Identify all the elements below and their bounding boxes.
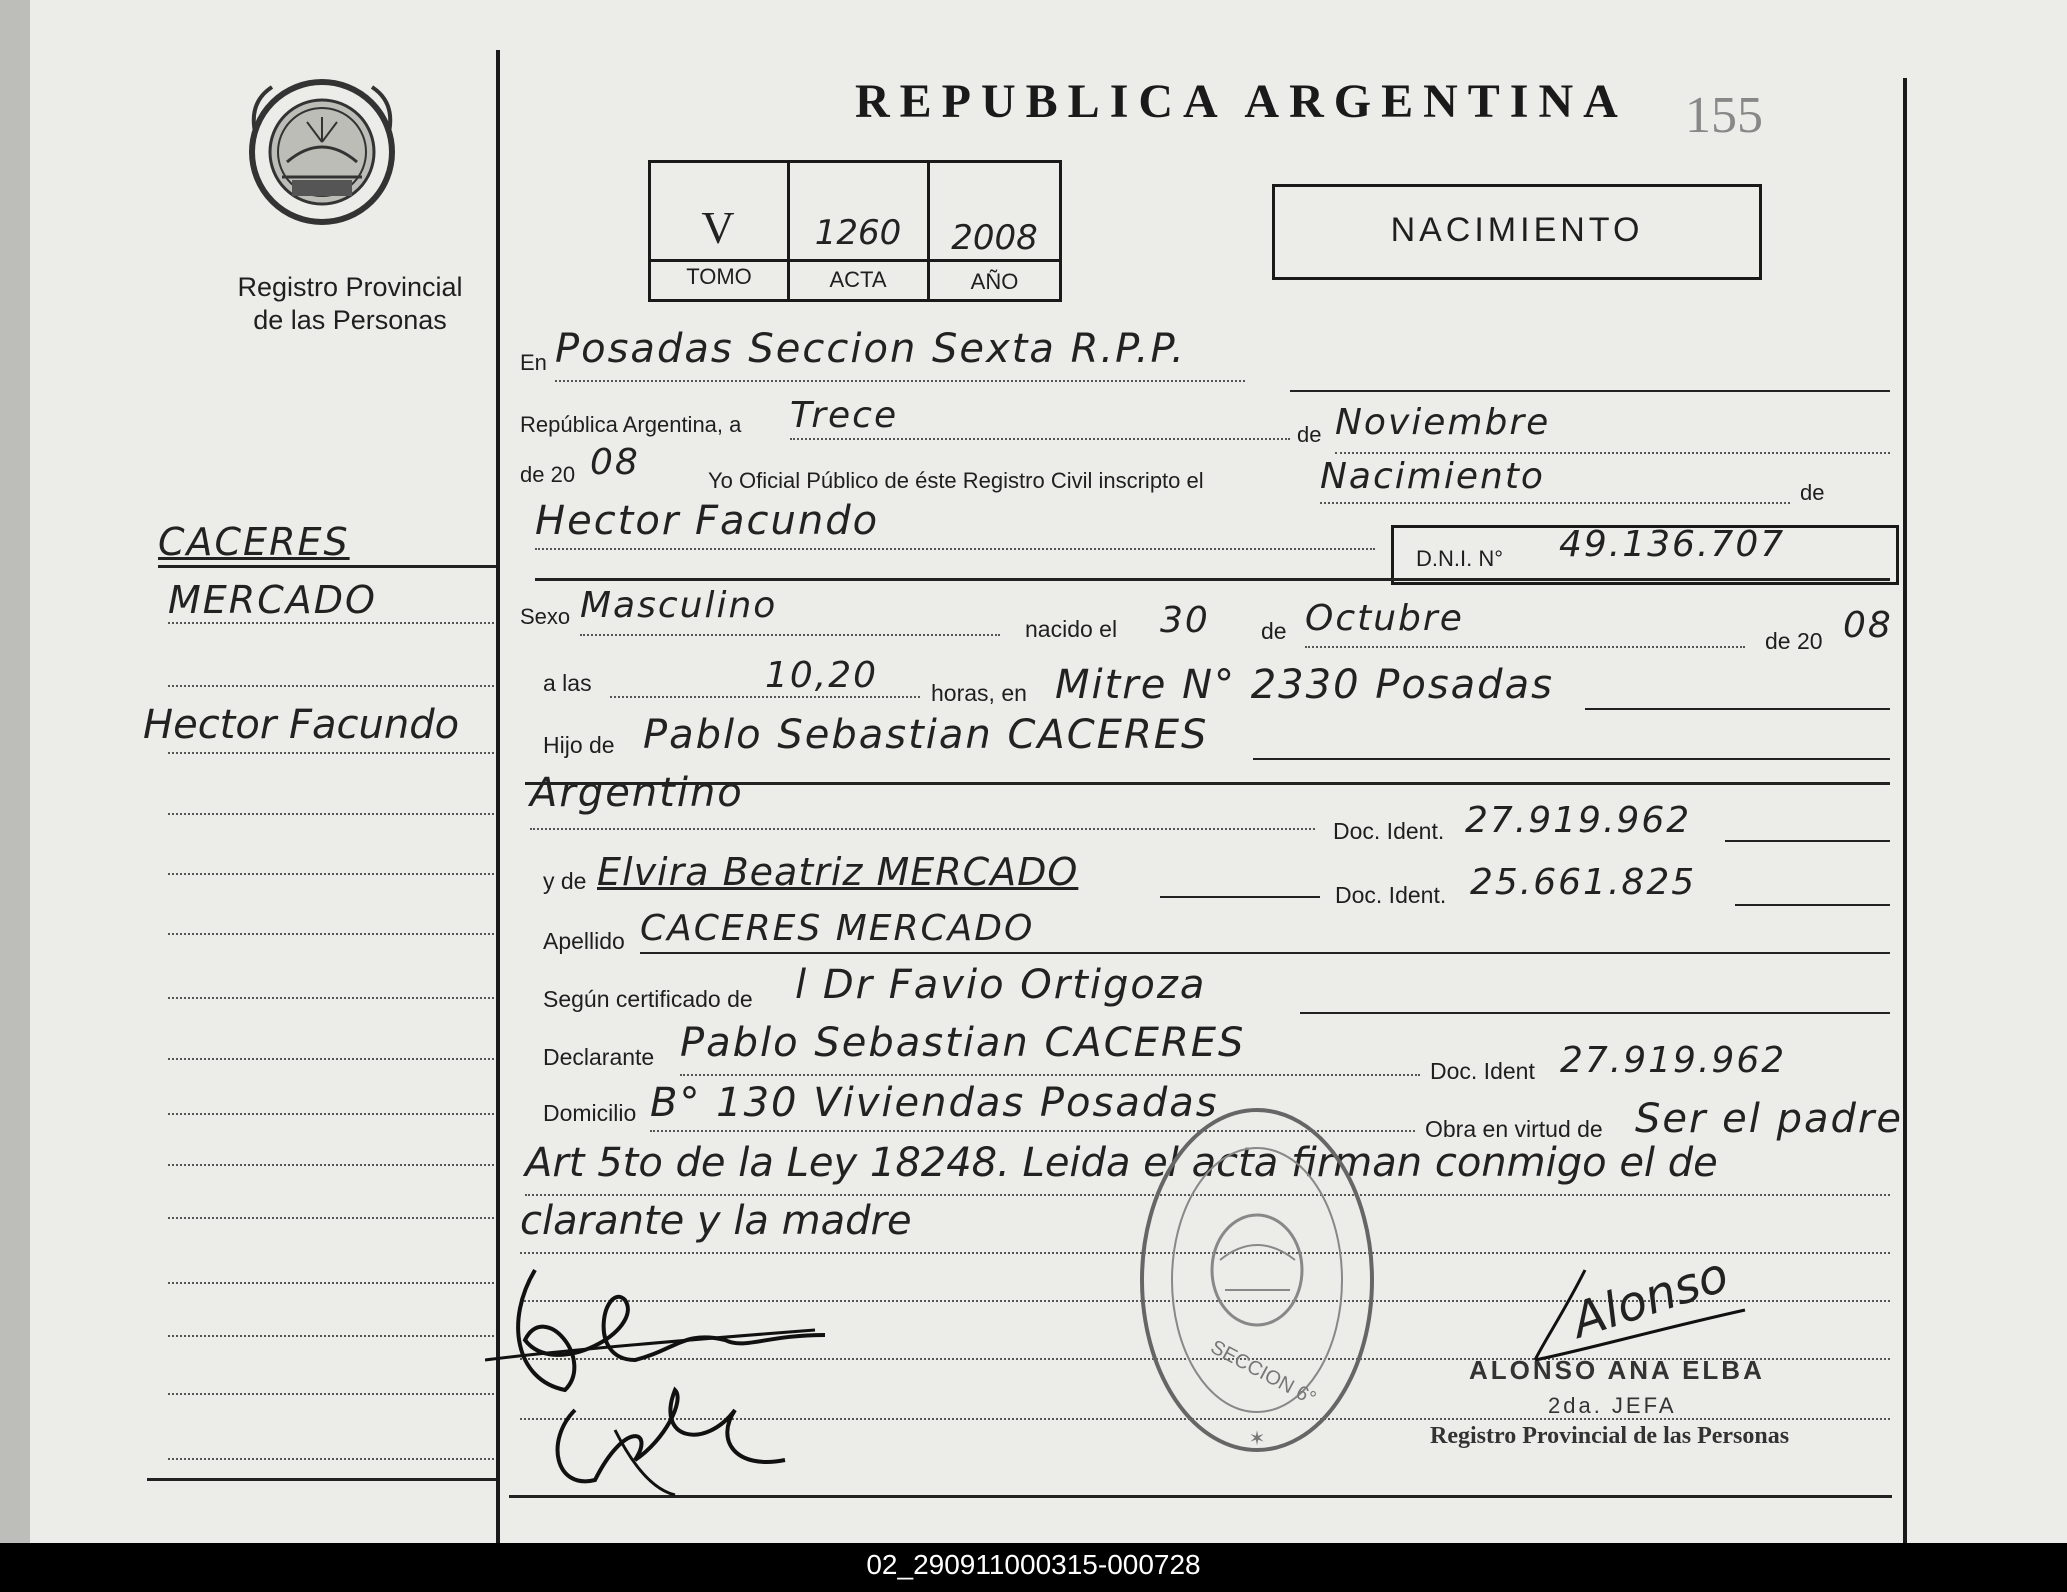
birth-month: Octubre [1305, 598, 1464, 639]
birth-year-suffix: 08 [1843, 605, 1893, 646]
anio-value: 2008 [951, 218, 1038, 258]
country-title: REPUBLICA ARGENTINA [855, 75, 1628, 128]
certificate-line [1300, 1012, 1890, 1014]
image-code: 02_290911000315-000728 [866, 1549, 1201, 1580]
margin-dots [168, 1058, 498, 1060]
en-label: En [520, 350, 547, 375]
margin-given-names: Hector Facundo [143, 702, 460, 748]
mother-name: Elvira Beatriz MERCADO [597, 850, 1079, 894]
sexo-dots [580, 634, 1000, 636]
day-dots [790, 438, 1290, 440]
margin-dots [168, 997, 498, 999]
mother-doc-line [1735, 904, 1890, 906]
margin-dots [168, 1217, 498, 1219]
father-nationality: Argentino [530, 770, 744, 816]
record-type-box [1272, 184, 1762, 280]
note-line-1: Art 5to de la Ley 18248. Leida el acta firman conmigo el de [525, 1140, 1718, 1186]
certificate-paper [25, 0, 2067, 1543]
doc-ident-label-3: Doc. Ident [1430, 1058, 1535, 1084]
margin-line [158, 565, 498, 568]
margin-dots [168, 752, 498, 754]
paper-left-edge [0, 0, 30, 1543]
acta-value: 1260 [814, 213, 902, 253]
sexo-value: Masculino [580, 585, 778, 626]
place-line [1290, 390, 1890, 392]
apellido-line [640, 952, 1890, 954]
margin-dots [168, 1113, 498, 1115]
margin-dots [168, 873, 498, 875]
place-value: Posadas Seccion Sexta R.P.P. [555, 326, 1186, 372]
page-number: 155 [1685, 87, 1763, 144]
right-border [1903, 78, 1907, 1543]
registry-name-line2: de las Personas [253, 305, 447, 335]
official-office: Registro Provincial de las Personas [1430, 1423, 1790, 1449]
registry-seal-logo [247, 72, 397, 242]
sexo-label: Sexo [520, 604, 571, 629]
registry-name-line1: Registro Provincial [237, 272, 463, 302]
time-value: 10,20 [765, 655, 879, 696]
alas-label: a las [543, 670, 592, 696]
apellido-value: CACERES MERCADO [640, 908, 1035, 949]
nationality-dots [530, 828, 1315, 830]
official-signature: Alonso [1565, 1246, 1736, 1350]
de-label-2: de [1800, 480, 1825, 505]
father-doc: 27.919.962 [1465, 800, 1692, 841]
event-value: Nacimiento [1320, 456, 1545, 497]
note-line-2: clarante y la madre [520, 1198, 912, 1244]
margin-dots [168, 1335, 498, 1337]
hijo-label: Hijo de [543, 732, 615, 758]
oficial-text: Yo Oficial Público de éste Registro Civil inscripto el [708, 468, 1204, 493]
domicilio-value: B° 130 Viviendas Posadas [650, 1080, 1219, 1126]
dni-value: 49.136.707 [1559, 524, 1786, 565]
declarante-doc: 27.919.962 [1560, 1040, 1787, 1081]
de-label-3: de [1261, 618, 1287, 644]
segun-label: Según certificado de [543, 986, 753, 1012]
republica-label: República Argentina, a [520, 412, 742, 437]
row-separator [535, 578, 1890, 581]
margin-surname-1: CACERES [158, 520, 350, 564]
svg-text:✶: ✶ [1248, 1426, 1266, 1450]
margin-dots [168, 1393, 498, 1395]
place-dots [555, 380, 1245, 382]
margin-surname-2: MERCADO [168, 578, 377, 622]
yde-label: y de [543, 868, 587, 894]
official-stamp [1135, 1100, 1380, 1460]
official-title: 2da. JEFA [1548, 1393, 1677, 1418]
declarante-dots [680, 1074, 1420, 1076]
margin-dots [168, 685, 498, 687]
dni-box [1391, 525, 1899, 585]
margin-dots [168, 1458, 498, 1460]
father-line [1253, 758, 1890, 760]
de20-label: de 20 [1765, 628, 1823, 654]
birth-day: 30 [1160, 600, 1210, 641]
margin-bottom-line [147, 1478, 497, 1481]
year-suffix: 08 [590, 442, 640, 483]
margin-dots [168, 622, 498, 624]
apellido-label: Apellido [543, 928, 625, 954]
doc-ident-label-1: Doc. Ident. [1333, 818, 1445, 844]
dni-label: D.N.I. N° [1416, 546, 1504, 571]
record-type: NACIMIENTO [1390, 211, 1644, 249]
nacido-label: nacido el [1025, 616, 1118, 642]
father-name: Pablo Sebastian CACERES [643, 712, 1209, 758]
obra-value: Ser el padre [1635, 1096, 1903, 1142]
horas-label: horas, en [931, 680, 1027, 706]
anio-label: AÑO [970, 269, 1019, 294]
tomo-value: V [701, 202, 737, 253]
time-dots [610, 696, 920, 698]
margin-dots [168, 813, 498, 815]
event-dots [1320, 502, 1790, 504]
official-signature-stroke [1525, 1250, 1755, 1370]
child-name-dots [535, 548, 1375, 550]
record-number-box [648, 160, 1062, 302]
obra-label: Obra en virtud de [1425, 1116, 1603, 1142]
father-doc-line [1725, 840, 1890, 842]
margin-dots [168, 1282, 498, 1284]
record-box-hline [651, 259, 1059, 262]
tomo-label: TOMO [686, 264, 752, 289]
official-name: ALONSO ANA ELBA [1469, 1355, 1765, 1385]
birth-place: Mitre N° 2330 Posadas [1055, 662, 1554, 708]
declarante-label: Declarante [543, 1044, 655, 1070]
declarante-signature [485, 1240, 885, 1500]
scan-footer-bar [0, 1543, 2067, 1592]
domicilio-label: Domicilio [543, 1100, 637, 1126]
mother-line [1160, 896, 1320, 898]
month-dots [1335, 452, 1890, 454]
margin-dots [168, 933, 498, 935]
stamp-seccion: SECCION 6° [1206, 1336, 1320, 1410]
month-value: Noviembre [1335, 402, 1551, 443]
de-label-1: de [1297, 422, 1322, 447]
acta-label: ACTA [829, 267, 887, 292]
birth-month-dots [1305, 646, 1745, 648]
doc-ident-label-2: Doc. Ident. [1335, 882, 1447, 908]
year-prefix: de 20 [520, 462, 576, 487]
certificate-doctor: l Dr Favio Ortigoza [795, 962, 1207, 1008]
declarante-value: Pablo Sebastian CACERES [680, 1020, 1246, 1066]
day-word: Trece [790, 395, 899, 436]
margin-dots [168, 1164, 498, 1166]
child-name: Hector Facundo [535, 498, 880, 544]
birth-place-line [1585, 708, 1890, 710]
mother-doc: 25.661.825 [1470, 862, 1697, 903]
